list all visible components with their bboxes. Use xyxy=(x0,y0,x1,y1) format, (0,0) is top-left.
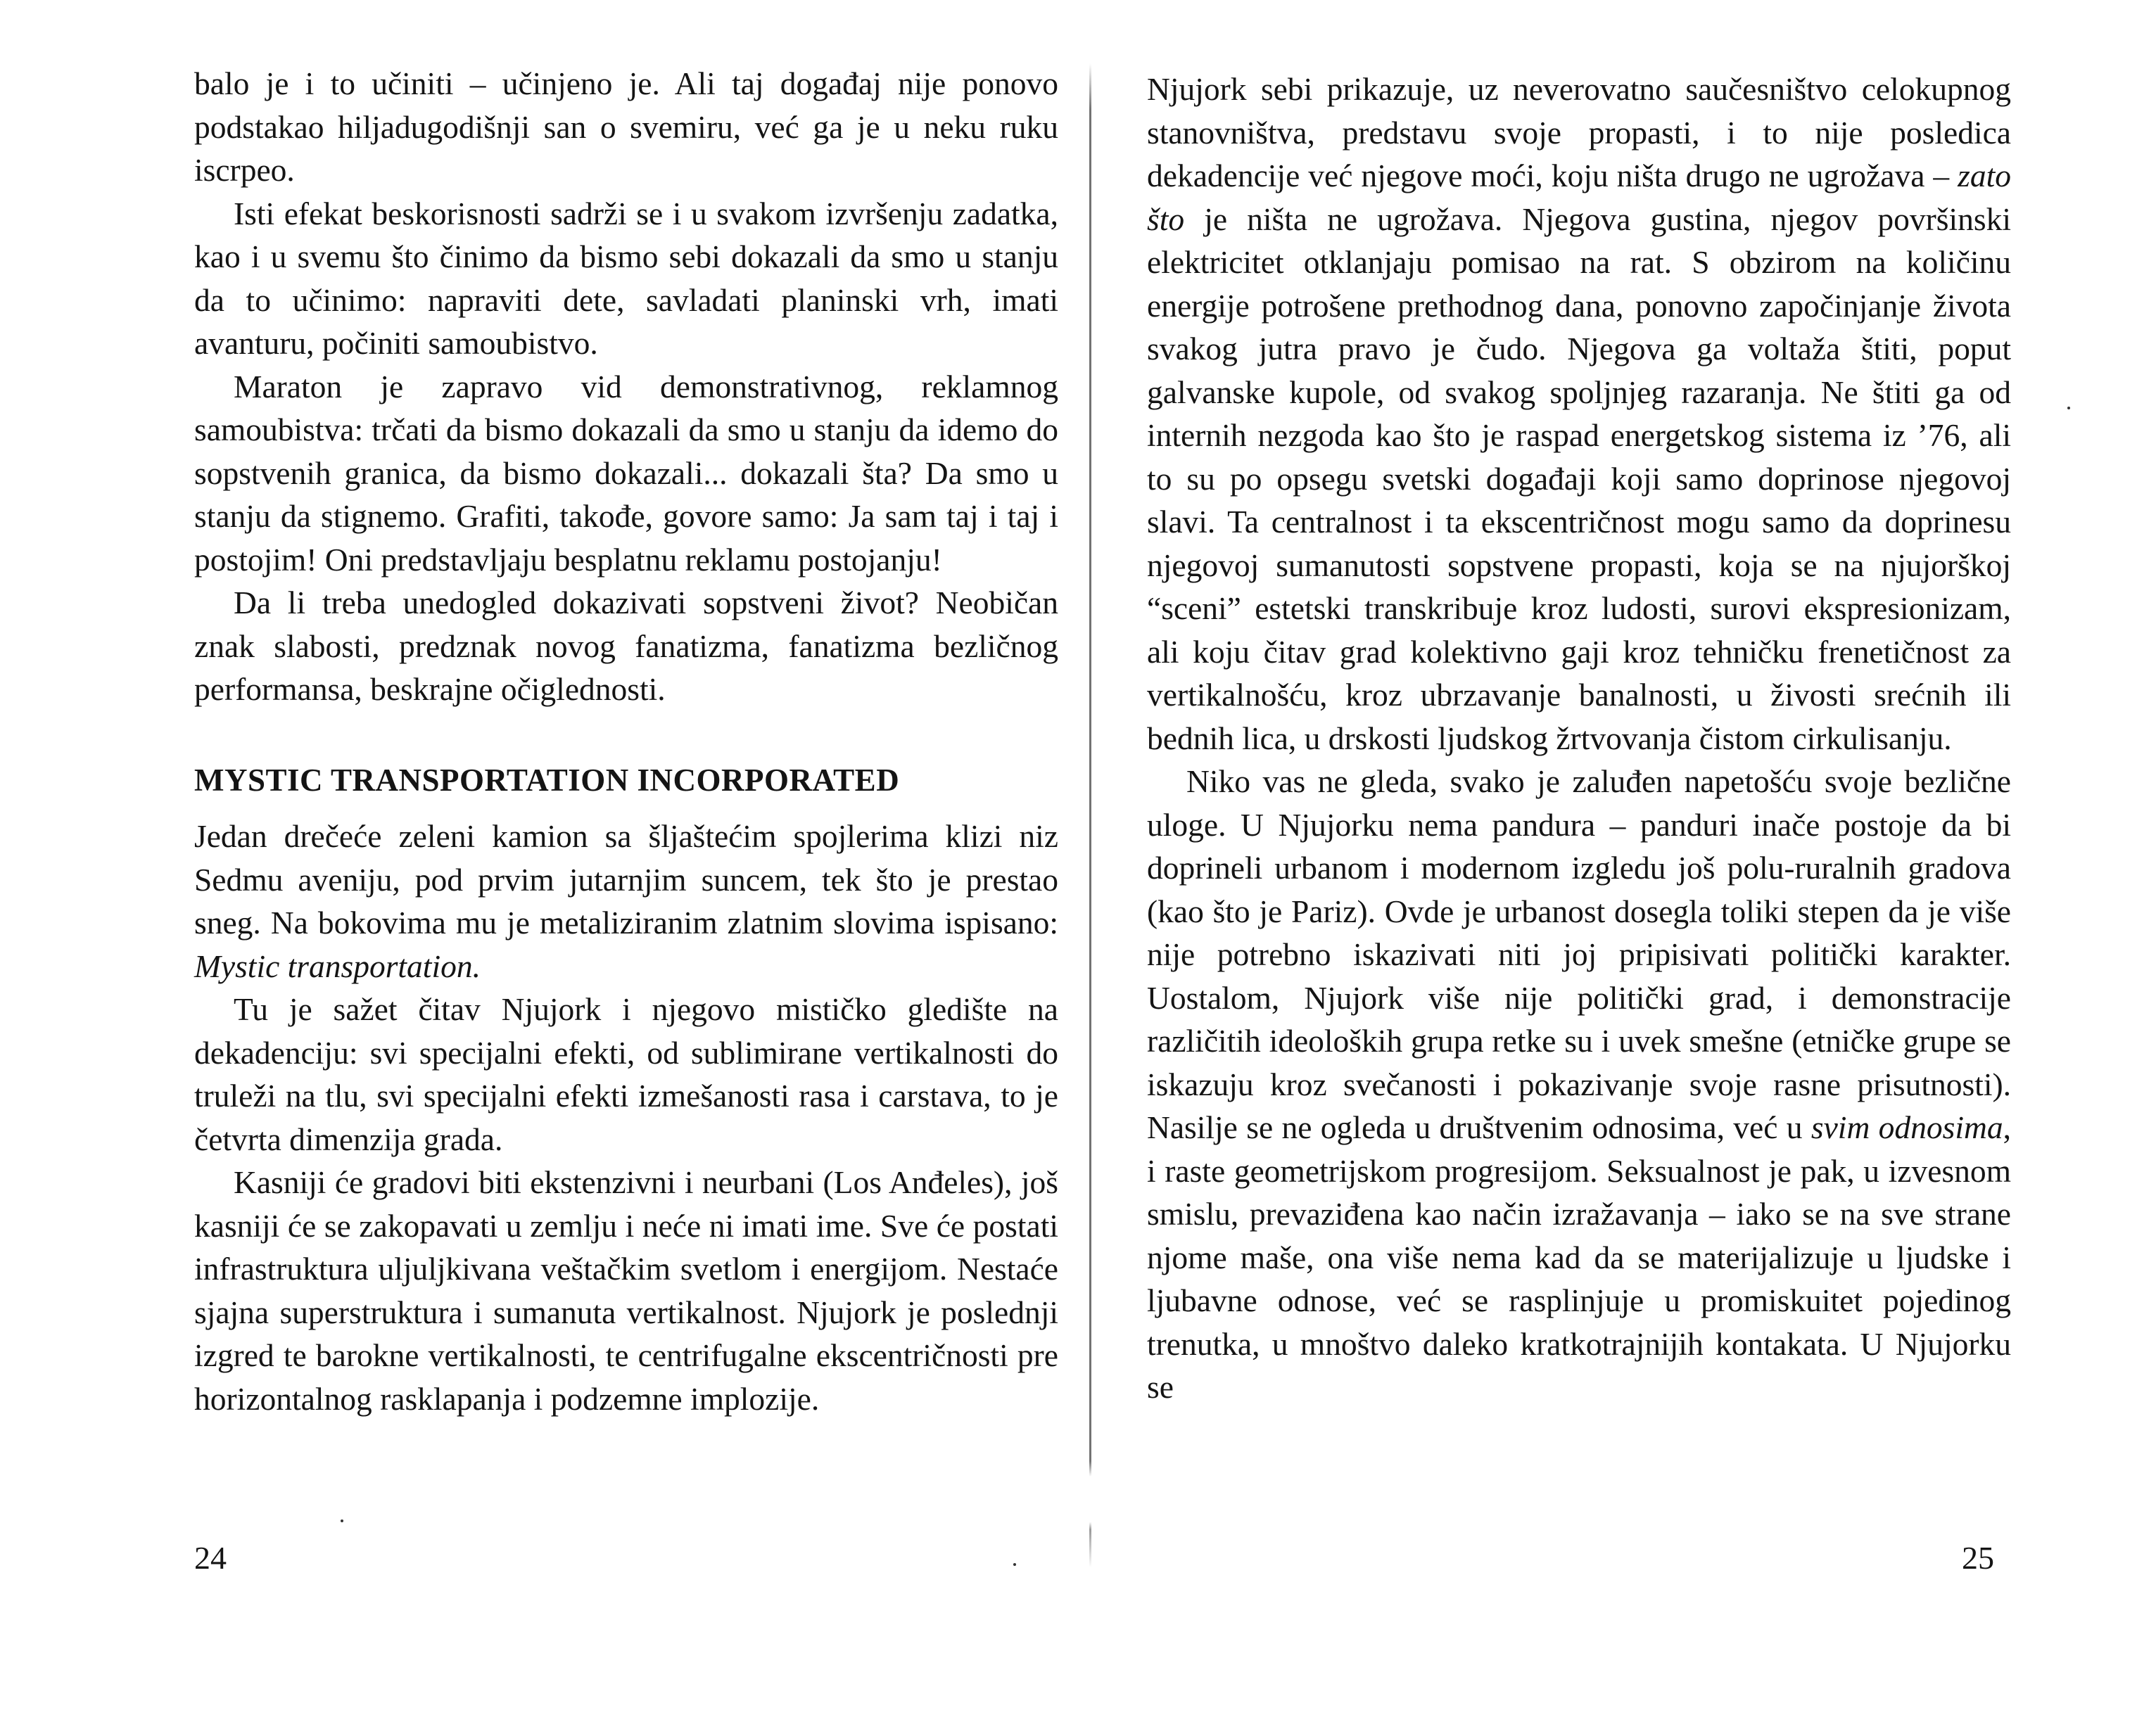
paragraph-text: je ništa ne ugrožava. Njegova gustina, njegov površinski elektricitet otklanjaju pomisao na rat. S obzirom na količinu energije potrošene prethodnog dana, ponovno započinjanje života svakog jutra pravo je čudo. Njegova ga voltaža štiti, poput galvanske kupole, od svakog spoljnjeg razaranja. Ne štiti ga od internih nezgoda kao što je raspad energetskog sistema iz ’76, ali to su po opsegu svetski događaji koji samo doprinose njegovoj slavi. Ta centralnost i ta ekscentričnost mogu samo da doprinesu njegovoj sumanutosti sopstvene propasti, koja se na njujorškoj “sceni” estetski transkribuje kroz ludosti, surovi ekspresionizam, ali koju čitav grad kolektivno gaji kroz tehničku frenetičnost za vertikalnošću, kroz ubrzavanje banalnosti, u živosti srećnih ili bednih lica, u drskosti ljudskog žrtvovanja čistom cirkulisanju. xyxy=(1147,200,2011,756)
scan-speck xyxy=(1013,1563,1016,1566)
page-number: 25 xyxy=(1962,1540,1994,1576)
paragraph: Maraton je zapravo vid demonstrativnog, reklamnog samoubistva: trčati da bismo dokazali da smo u stanju da idemo do sopstvenih granica, da bismo dokazali... dokazali šta? Da smo u stanju da stignemo. Grafiti, takođe, govore samo: Ja sam taj i taj i postojim! Oni predstavljaju besplatnu reklamu postojanju! xyxy=(194,368,1058,578)
paragraph xyxy=(1147,68,2011,760)
paragraph: Da li treba unedogled dokazivati sopstveni život? Neobičan znak slabosti, predznak novog fanatizma, fanatizma bezličnog performansa, beskrajne očiglednosti. xyxy=(194,585,1058,707)
italic-text: zato što xyxy=(1147,158,2011,237)
paragraph: balo je i to učiniti – učinjeno je. Ali taj događaj nije ponovo podstakao hiljadugodišnji san o svemiru, već ga je u neku ruku iscrpeo. xyxy=(194,65,1058,188)
gutter-line xyxy=(1089,63,1091,1583)
paragraph xyxy=(194,815,1058,988)
italic-text: svim odnosima xyxy=(1811,1109,2003,1145)
left-page xyxy=(194,62,1058,1420)
page-number: 24 xyxy=(194,1540,227,1576)
paragraph: Tu je sažet čitav Njujork i njegovo mističko gledište na dekadenciju: svi specijalni efekti, od sublimirane vertikalnosti do truleži na tlu, svi specijalni efekti izmešanosti rasa i carstava, to je četvrta dimenzija grada. xyxy=(194,991,1058,1157)
scan-speck xyxy=(341,1519,343,1522)
paragraph-text: Niko vas ne gleda, svako je zaluđen napetošću svoje bezlične uloge. U Njujorku nema pandura – panduri inače postoje da bi doprineli urbanom i modernom izgledu još polu-ruralnih gradova (kao što je Pariz). Ovde je urbanost dosegla toliki stepen da je više nije potrebno iskazivati niti joj pripisivati politički karakter. Uostalom, Njujork više nije politički grad, i demonstracije različitih ideoloških grupa retke su i uvek smešne (etničke grupe se iskazuju kroz svečanosti i pokazivanje svoje rasne prisutnosti). Nasilje se ne ogleda u društvenim odnosima, već u xyxy=(1147,763,2011,1145)
paragraph-text: Jedan drečeće zeleni kamion sa šljaštećim spojlerima klizi niz Sedmu aveniju, pod prvim jutarnjim suncem, tek što je prestao sneg. Na bokovima mu je metaliziranim zlatnim slovima ispisano: xyxy=(194,818,1058,941)
paragraph: Isti efekat beskorisnosti sadrži se i u svakom izvršenju zadatka, kao i u svemu što činimo da bismo sebi dokazali da smo u stanju da to učinimo: napraviti dete, savladati planinski vrh, imati avanturu, počiniti samoubistvo. xyxy=(194,195,1058,361)
right-page xyxy=(1147,68,2011,1409)
paragraph-text: Njujork sebi prikazuje, uz neverovatno saučesništvo celokupnog stanovništva, predstavu svoje propasti, i to nije posledica dekadencije već njegove moći, koju ništa drugo ne ugrožava – xyxy=(1147,71,2011,193)
paragraph-text: , i raste geometrijskom progresijom. Seksualnost je pak, u izvesnom smislu, prevaziđena kao način izražavanja – iako se na sve strane njome maše, ona više nema kad da se materijalizuje u ljudske i ljubavne odnose, već se rasplinjuje u promiskuitet pojedinog trenutka, u mnoštvo daleko kratkotrajnijih kontakata. U Njujorku se xyxy=(1147,1109,2011,1405)
paragraph: Kasniji će gradovi biti ekstenzivni i neurbani (Los Anđeles), još kasniji će se zakopavati u zemlju i neće ni imati ime. Sve će postati infrastruktura uljuljkivana veštačkim svetlom i energijom. Nestaće sjajna superstruktura i sumanuta vertikalnost. Njujork je poslednji izgred te barokne vertikalnosti, te centrifugalne ekscentričnosti pre horizontalnog rasklapanja i podzemne implozije. xyxy=(194,1164,1058,1417)
italic-text: Mystic transportation. xyxy=(194,948,481,984)
scan-speck xyxy=(2067,407,2070,409)
paragraph xyxy=(1147,760,2011,1409)
section-heading: MYSTIC TRANSPORTATION INCORPORATED xyxy=(194,762,900,798)
